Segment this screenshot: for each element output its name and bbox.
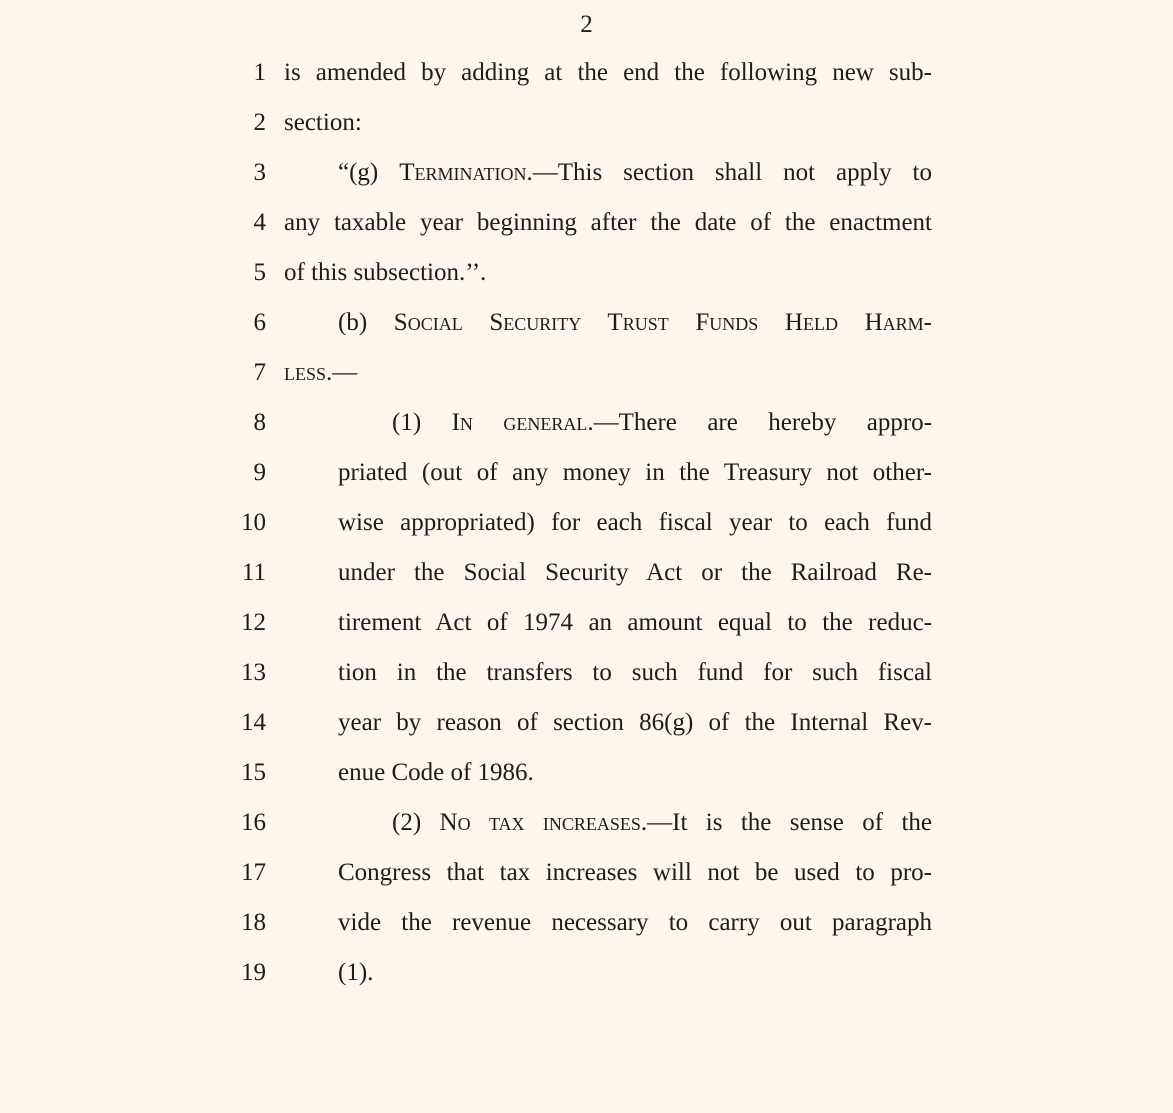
text-line: [0, 256, 1173, 306]
text-line: [0, 306, 1173, 356]
line-number: 14: [241, 709, 266, 736]
line-number: 17: [241, 859, 266, 886]
text-line: [0, 206, 1173, 256]
line-number: 18: [241, 909, 266, 936]
text-line: [0, 406, 1173, 456]
paragraph-heading: In general: [451, 409, 588, 436]
line-text: [338, 306, 932, 340]
text-line: [0, 56, 1173, 106]
text-line: [0, 706, 1173, 756]
subsection-label: “(g): [338, 159, 400, 186]
text-line: [0, 756, 1173, 806]
line-text: tirement Act of 1974 an amount equal to the reduc-: [338, 609, 932, 636]
line-number: 5: [253, 259, 266, 286]
line-text: Congress that tax increases will not be used to pro-: [338, 859, 932, 886]
section-heading: less: [284, 359, 327, 386]
text-line: [0, 106, 1173, 156]
line-text: enue Code of 1986.: [338, 759, 534, 786]
text-line: [0, 656, 1173, 706]
line-number: 6: [253, 309, 266, 336]
text-line: [0, 456, 1173, 506]
paragraph-heading: No tax increases: [439, 809, 641, 836]
line-number: 3: [253, 159, 266, 186]
line-text: vide the revenue necessary to carry out paragraph: [338, 909, 932, 936]
page-number: 2: [580, 11, 593, 38]
text-line: [0, 506, 1173, 556]
line-number: 10: [241, 509, 266, 536]
line-text-rest: .—This section shall not apply to: [526, 159, 932, 186]
paragraph-label: (1): [392, 409, 452, 436]
text-line: [0, 556, 1173, 606]
line-number: 8: [253, 409, 266, 436]
line-text: under the Social Security Act or the Railroad Re-: [338, 559, 932, 586]
line-text: [392, 406, 932, 440]
line-number: 9: [253, 459, 266, 486]
line-number: 1: [253, 59, 266, 86]
line-text: any taxable year beginning after the date of the enactment: [284, 209, 932, 236]
line-number: 7: [253, 359, 266, 386]
line-number: 15: [241, 759, 266, 786]
line-number: 12: [241, 609, 266, 636]
line-text: section:: [284, 109, 362, 136]
line-text-rest: .—It is the sense of the: [640, 809, 932, 836]
line-text: [284, 356, 357, 390]
line-text: wise appropriated) for each fiscal year to each fund: [338, 509, 932, 536]
line-text: of this subsection.’’.: [284, 259, 487, 286]
line-text-rest: .—There are hereby appro-: [587, 409, 933, 436]
line-number: 19: [241, 959, 266, 986]
text-line: [0, 606, 1173, 656]
line-number: 13: [241, 659, 266, 686]
line-number: 16: [241, 809, 266, 836]
line-text: (1).: [338, 959, 374, 986]
subsection-label: (b): [338, 309, 394, 336]
line-text: is amended by adding at the end the following new sub-: [284, 59, 932, 86]
text-line: [0, 156, 1173, 206]
line-text: tion in the transfers to such fund for such fiscal: [338, 659, 932, 686]
text-line: [0, 356, 1173, 406]
section-heading: Social Security Trust Funds Held Harm-: [393, 309, 932, 336]
text-line: [0, 956, 1173, 1006]
text-line: [0, 806, 1173, 856]
text-line: [0, 856, 1173, 906]
line-number: 4: [253, 209, 266, 236]
line-number: 11: [241, 559, 266, 586]
paragraph-label: (2): [392, 809, 440, 836]
line-text: year by reason of section 86(g) of the Internal Rev-: [338, 709, 932, 736]
line-text: priated (out of any money in the Treasury not other-: [338, 459, 932, 486]
line-text-rest: .—: [326, 359, 358, 386]
section-heading: Termination: [399, 159, 527, 186]
line-text: [392, 806, 932, 840]
line-number: 2: [253, 109, 266, 136]
text-line: [0, 906, 1173, 956]
line-text: [338, 156, 932, 190]
